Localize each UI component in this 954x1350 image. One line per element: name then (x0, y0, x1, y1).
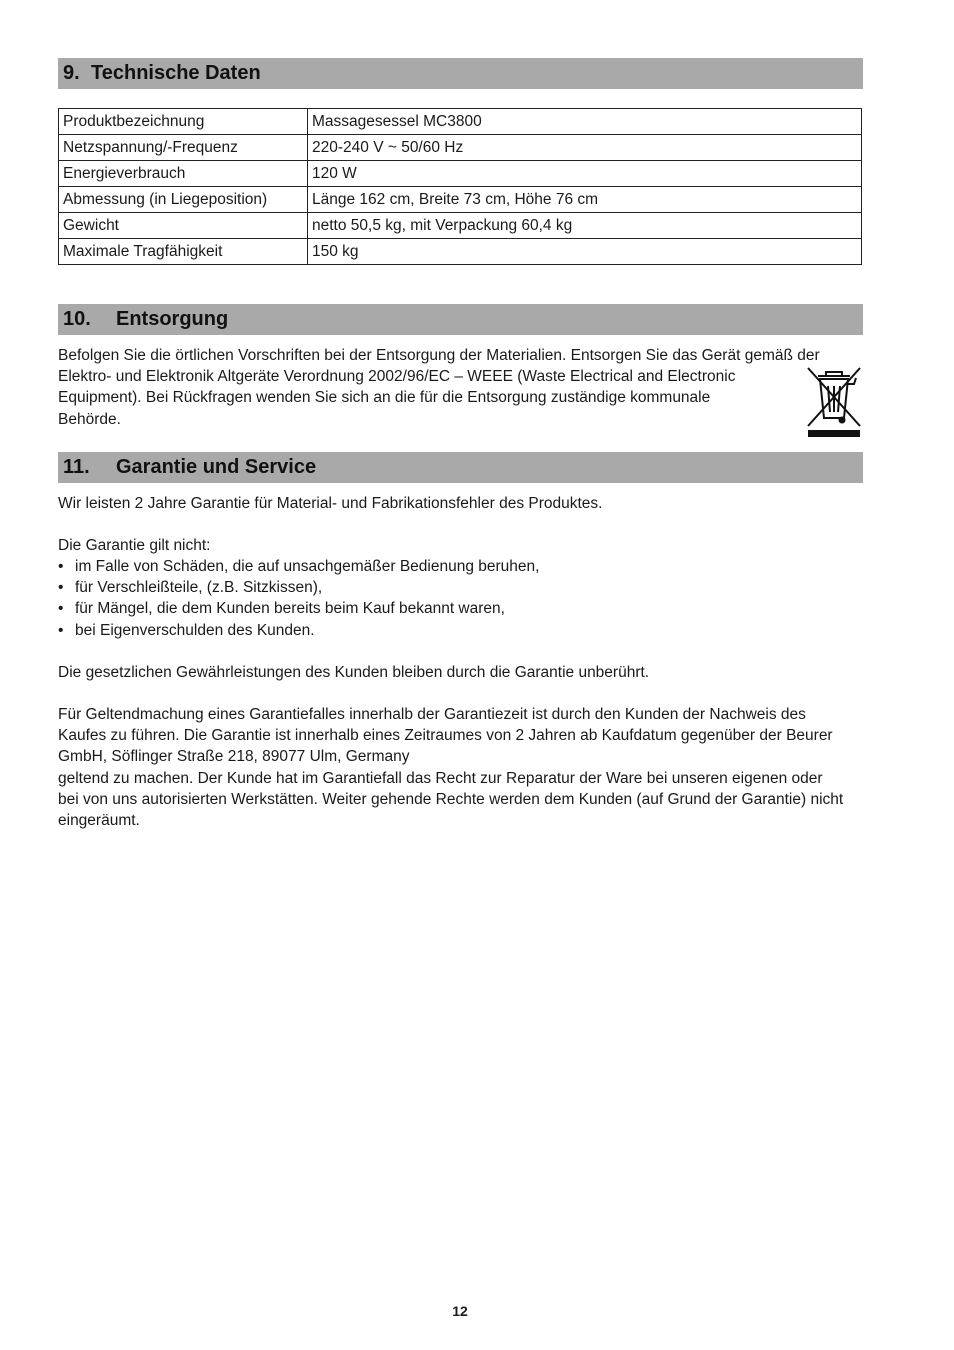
text-line: Equipment). Bei Rückfragen wenden Sie sich an die für die Entsorgung zuständige kommunale (58, 389, 711, 407)
section-title: Technische Daten (91, 62, 261, 84)
bullet: • (58, 579, 64, 597)
section-number: 10. (63, 308, 91, 330)
crossed-out-wheelie-bin-icon (804, 364, 864, 440)
section-number: 9. (63, 62, 80, 84)
text-line: eingeräumt. (58, 812, 140, 830)
not-covered-label: Die Garantie gilt nicht: (58, 537, 211, 554)
list-item: • für Verschleißteile, (z.B. Sitzkissen), (58, 577, 539, 598)
table-key: Gewicht (59, 213, 308, 239)
table-row (59, 109, 862, 135)
table-key: Produktbezeichnung (59, 109, 308, 135)
technical-data-table (58, 108, 862, 265)
text-line: Befolgen Sie die örtlichen Vorschriften bei der Entsorgung der Materialien. Entsorgen Sie das Gerät gemäß der (58, 347, 820, 364)
bullet: • (58, 600, 64, 618)
text-line: bei von uns autorisierten Werkstätten. Weiter gehende Rechte werden dem Kunden (auf Grund der Garantie) nicht (58, 790, 844, 808)
list-item: • für Mängel, die dem Kunden bereits beim Kauf bekannt waren, (58, 598, 539, 619)
text-line: Kaufes zu führen. Die Garantie ist innerhalb eines Zeitraumes von 2 Jahren ab Kaufdatum gegenüber der Beurer (58, 727, 833, 745)
list-item: • bei Eigenverschulden des Kunden. (58, 620, 539, 641)
table-row (59, 187, 862, 213)
not-covered-list (58, 556, 539, 641)
disposal-paragraph (58, 345, 864, 430)
bullet: • (58, 558, 64, 575)
page-number: 12 (452, 1303, 468, 1319)
list-item: • im Falle von Schäden, die auf unsachgemäßer Bedienung beruhen, (58, 556, 539, 577)
table-value: 220-240 V ~ 50/60 Hz (308, 135, 862, 161)
table-row (59, 135, 862, 161)
table-value: 150 kg (308, 239, 862, 265)
section-title: Entsorgung (116, 308, 229, 330)
text-line: Elektro- und Elektronik Altgeräte Verordnung 2002/96/EC – WEEE (Waste Electrical and Electronic (58, 368, 736, 386)
section-title: Garantie und Service (116, 456, 317, 478)
table-row (59, 161, 862, 187)
table-key: Netzspannung/-Frequenz (59, 135, 308, 161)
table-row (59, 239, 862, 265)
text-line: geltend zu machen. Der Kunde hat im Garantiefall das Recht zur Reparatur der Ware bei unseren eigenen oder (58, 769, 823, 787)
table-value: 120 W (308, 161, 862, 187)
warranty-intro: Wir leisten 2 Jahre Garantie für Material- und Fabrikationsfehler des Produktes. (58, 495, 603, 512)
text-line: GmbH, Söflinger Straße 218, 89077 Ulm, Germany (58, 748, 410, 766)
table-key: Maximale Tragfähigkeit (59, 239, 308, 265)
text-line: Behörde. (58, 410, 121, 428)
section-heading-garantie (58, 452, 863, 483)
bullet: • (58, 621, 64, 639)
table-key: Abmessung (in Liegeposition) (59, 187, 308, 213)
text-line: Für Geltendmachung eines Garantiefalles innerhalb der Garantiezeit ist durch den Kunden der Nachweis des (58, 706, 806, 723)
statutory-warranty-text: Die gesetzlichen Gewährleistungen des Kunden bleiben durch die Garantie unberührt. (58, 664, 650, 681)
table-key: Energieverbrauch (59, 161, 308, 187)
section-heading-entsorgung (58, 304, 863, 335)
section-heading-technische-daten (58, 58, 863, 89)
table-value: Massagesessel MC3800 (308, 109, 862, 135)
table-value: netto 50,5 kg, mit Verpackung 60,4 kg (308, 213, 862, 239)
table-value: Länge 162 cm, Breite 73 cm, Höhe 76 cm (308, 187, 862, 213)
table-row (59, 213, 862, 239)
claim-paragraph (58, 704, 864, 831)
section-number: 11. (63, 456, 90, 478)
